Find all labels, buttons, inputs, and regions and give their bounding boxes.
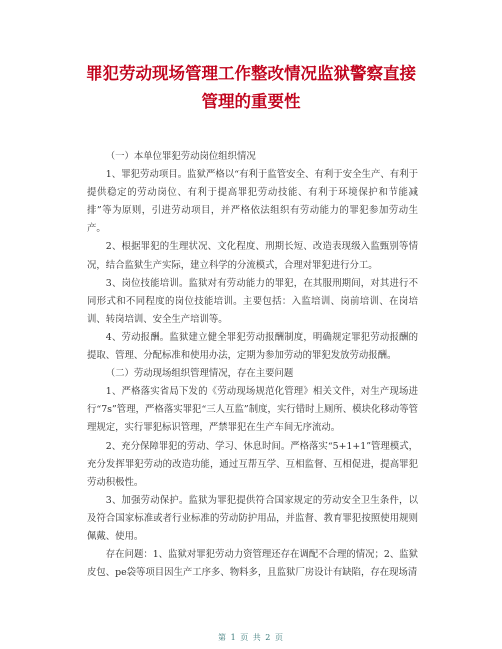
page-footer: 第 1 页 共 2 页 (218, 633, 284, 642)
paragraph-8: 存在问题：1、监狱对罪犯劳动力资管理还存在调配不合理的情况；2、监狱皮包、pe袋等项目因生产工序多、物料多，且监狱厂房设计有缺陷，存在现场清 (87, 549, 418, 579)
section-heading-2: （二）劳动现场组织管理情况，存在主要问题 (105, 368, 294, 380)
section-heading-1: （一）本单位罪犯劳动岗位组织情况 (105, 151, 256, 162)
paragraph-7: 3、加强劳动保护。监狱为罪犯提供符合国家规定的劳动安全卫生条件，以及符合国家标准或者行业标准的劳动防护用品，并监督、教育罪犯按照使用规则佩戴、使用。 (87, 494, 418, 542)
document-body (87, 148, 418, 582)
title-line-1: 罪犯劳动现场管理工作整改情况监狱警察直接 (86, 64, 416, 83)
document-title (40, 60, 462, 116)
paragraph-2: 2、根据罪犯的生理状况、文化程度、刑期长短、改造表现级入监甄别等情况，结合监狱生产实际，建立科学的分流模式，合理对罪犯进行分工。 (87, 241, 418, 271)
paragraph-1: 1、罪犯劳动项目。监狱严格以“有利于监管安全、有利于安全生产、有利于提供稳定的劳动岗位、有利于提高罪犯劳动技能、有利于环境保护和节能减排”等为原则，引进劳动项目，并严格依法组织有劳动能力的罪犯参加劳动生产。 (87, 169, 418, 235)
title-line-2: 管理的重要性 (201, 92, 301, 111)
paragraph-3: 3、岗位技能培训。监狱对有劳动能力的罪犯，在其服刑期间，对其进行不同形式和不同程度的岗位技能培训。主要包括：入监培训、岗前培训、在岗培训、转岗培训、安全生产培训等。 (87, 277, 418, 325)
paragraph-4: 4、劳动报酬。监狱建立健全罪犯劳动报酬制度，明确规定罪犯劳动报酬的提取、管理、分配标准和使用办法，定期为参加劳动的罪犯发放劳动报酬。 (87, 331, 418, 362)
paragraph-5: 1、严格落实省局下发的《劳动现场规范化管理》相关文件，对生产现场进行“7s”管理，严格落实罪犯“三人互监”制度，实行错时上厕所、模块化移动等管理规定，实行罪犯标识管理，严禁罪犯在生产车间无序流动。 (87, 386, 418, 434)
paragraph-6: 2、充分保障罪犯的劳动、学习、休息时间。严格落实“5+1+1”管理模式，充分发挥罪犯劳动的改造功能，通过互帮互学、互相监督、互相促进，提高罪犯劳动积极性。 (87, 440, 418, 488)
